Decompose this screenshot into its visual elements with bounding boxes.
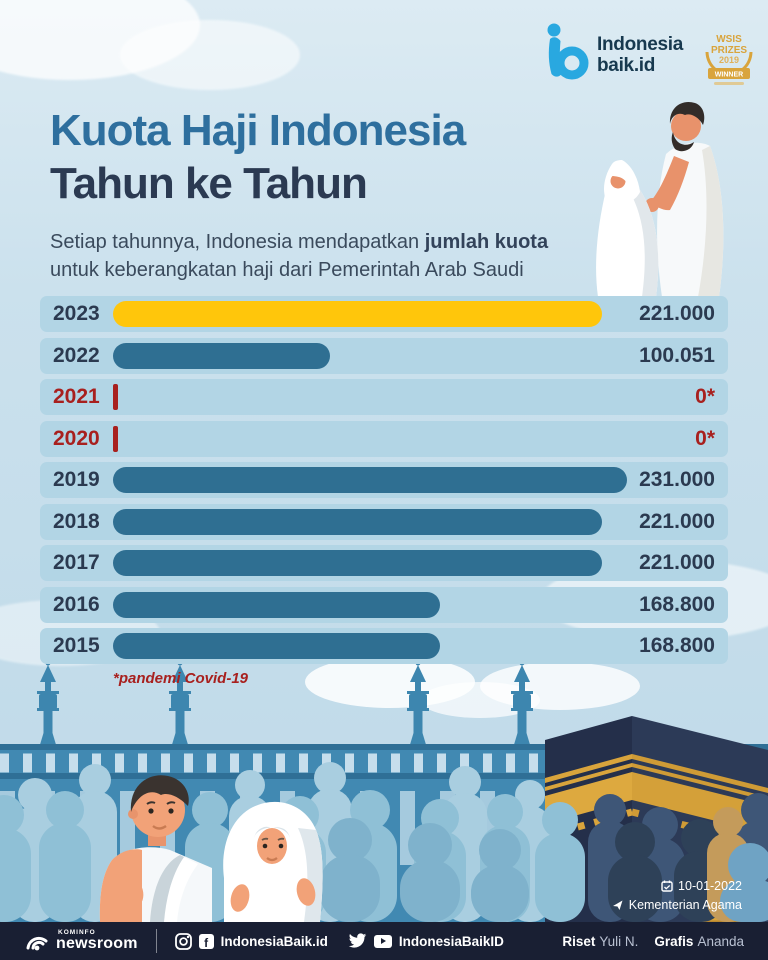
footer-bar: [0, 922, 768, 960]
award-ribbon-text: WINNER: [714, 71, 744, 79]
chart-row-2017: [40, 545, 728, 581]
chart-row-2023: [40, 296, 728, 332]
value-label: 221.000: [639, 509, 715, 533]
value-label: 0*: [695, 426, 715, 450]
year-label: 2020: [53, 426, 100, 450]
credit-grafis: Grafis Ananda: [654, 933, 744, 949]
chart-row-2022: [40, 338, 728, 374]
twitter-icon: [348, 933, 367, 949]
quota-chart: [40, 296, 728, 687]
svg-text:2019: 2019: [718, 55, 739, 65]
brand-name: [597, 34, 683, 76]
chart-rows: [40, 296, 728, 664]
zero-tick: [113, 426, 118, 452]
title-line2: Tahun ke Tahun: [50, 159, 367, 208]
instagram-icon: [175, 933, 192, 950]
brand-header: [545, 22, 761, 88]
kominfo-label: KOMINFO: [58, 928, 96, 936]
svg-text:WSIS: WSIS: [716, 34, 742, 45]
source-date-text: 10-01-2022: [678, 878, 742, 893]
year-label: 2022: [53, 343, 100, 367]
indonesiabaik-logo-icon: [545, 22, 589, 80]
quota-bar: [113, 301, 602, 327]
social-handle-2: [348, 933, 504, 949]
year-label: 2016: [53, 592, 100, 616]
svg-text:PRIZES: PRIZES: [710, 45, 748, 56]
calendar-icon: [661, 880, 673, 892]
wsis-prizes-badge: [697, 26, 761, 88]
chart-row-2015: [40, 628, 728, 664]
value-label: 100.051: [639, 343, 715, 367]
quota-bar: [113, 467, 627, 493]
footer-divider: [156, 929, 157, 953]
value-label: 221.000: [639, 302, 715, 325]
subtitle-bold: jumlah kuota: [424, 231, 549, 253]
credits: [562, 934, 744, 949]
title-line1: Kuota Haji Indonesia: [50, 106, 466, 155]
year-label: 2018: [53, 509, 100, 533]
page-title: [50, 104, 465, 210]
year-label: 2019: [53, 468, 100, 491]
quota-bar: [113, 509, 602, 535]
newsroom-label: newsroom: [56, 935, 138, 953]
year-label: 2017: [53, 551, 100, 574]
source-date: [612, 876, 742, 895]
brand-name-line1: Indonesia: [597, 34, 683, 55]
quota-bar: [113, 633, 440, 659]
kominfo-newsroom-logo: [24, 928, 138, 954]
facebook-icon: f: [199, 934, 214, 949]
pilgrims-illustration: [578, 92, 768, 297]
quota-bar: [113, 592, 440, 618]
year-label: 2015: [53, 634, 100, 657]
chart-footnote: *pandemi Covid-19: [113, 670, 249, 687]
zero-tick: [113, 384, 118, 410]
chart-row-2016: [40, 587, 728, 623]
year-label: 2023: [53, 302, 100, 325]
map-pin-icon: [612, 899, 624, 911]
chart-row-2021: [40, 379, 728, 415]
value-label: 0*: [695, 385, 715, 408]
chart-row-2018: [40, 504, 728, 540]
subtitle-text-2: untuk keberangkatan haji dari Pemerintah Arab Saudi: [50, 259, 524, 281]
source-agency: [612, 895, 742, 914]
quota-bar: [113, 343, 330, 369]
source-block: [612, 876, 742, 914]
value-label: 231.000: [639, 468, 715, 491]
value-label: 168.800: [639, 634, 715, 657]
subtitle-text-1: Setiap tahunnya, Indonesia mendapatkan: [50, 231, 425, 253]
pilgrim-woman: [223, 802, 322, 922]
chart-row-2019: [40, 462, 728, 498]
subtitle: [50, 228, 590, 284]
value-label: 168.800: [639, 592, 715, 616]
social-handle-1: [175, 933, 328, 950]
quota-bar: [113, 550, 602, 576]
chart-row-2020: [40, 421, 728, 457]
source-agency-text: Kementerian Agama: [628, 897, 742, 912]
facebook-instagram-handle: IndonesiaBaik.id: [220, 933, 328, 949]
credit-riset: Riset Yuli N.: [562, 933, 639, 949]
cloud-shape: [120, 20, 300, 90]
twitter-youtube-handle: IndonesiaBaikID: [398, 933, 504, 949]
value-label: 221.000: [639, 551, 715, 574]
year-label: 2021: [53, 385, 100, 408]
youtube-icon: [374, 935, 392, 948]
brand-name-line2: baik.id: [597, 55, 656, 76]
kominfo-icon: [24, 928, 50, 954]
